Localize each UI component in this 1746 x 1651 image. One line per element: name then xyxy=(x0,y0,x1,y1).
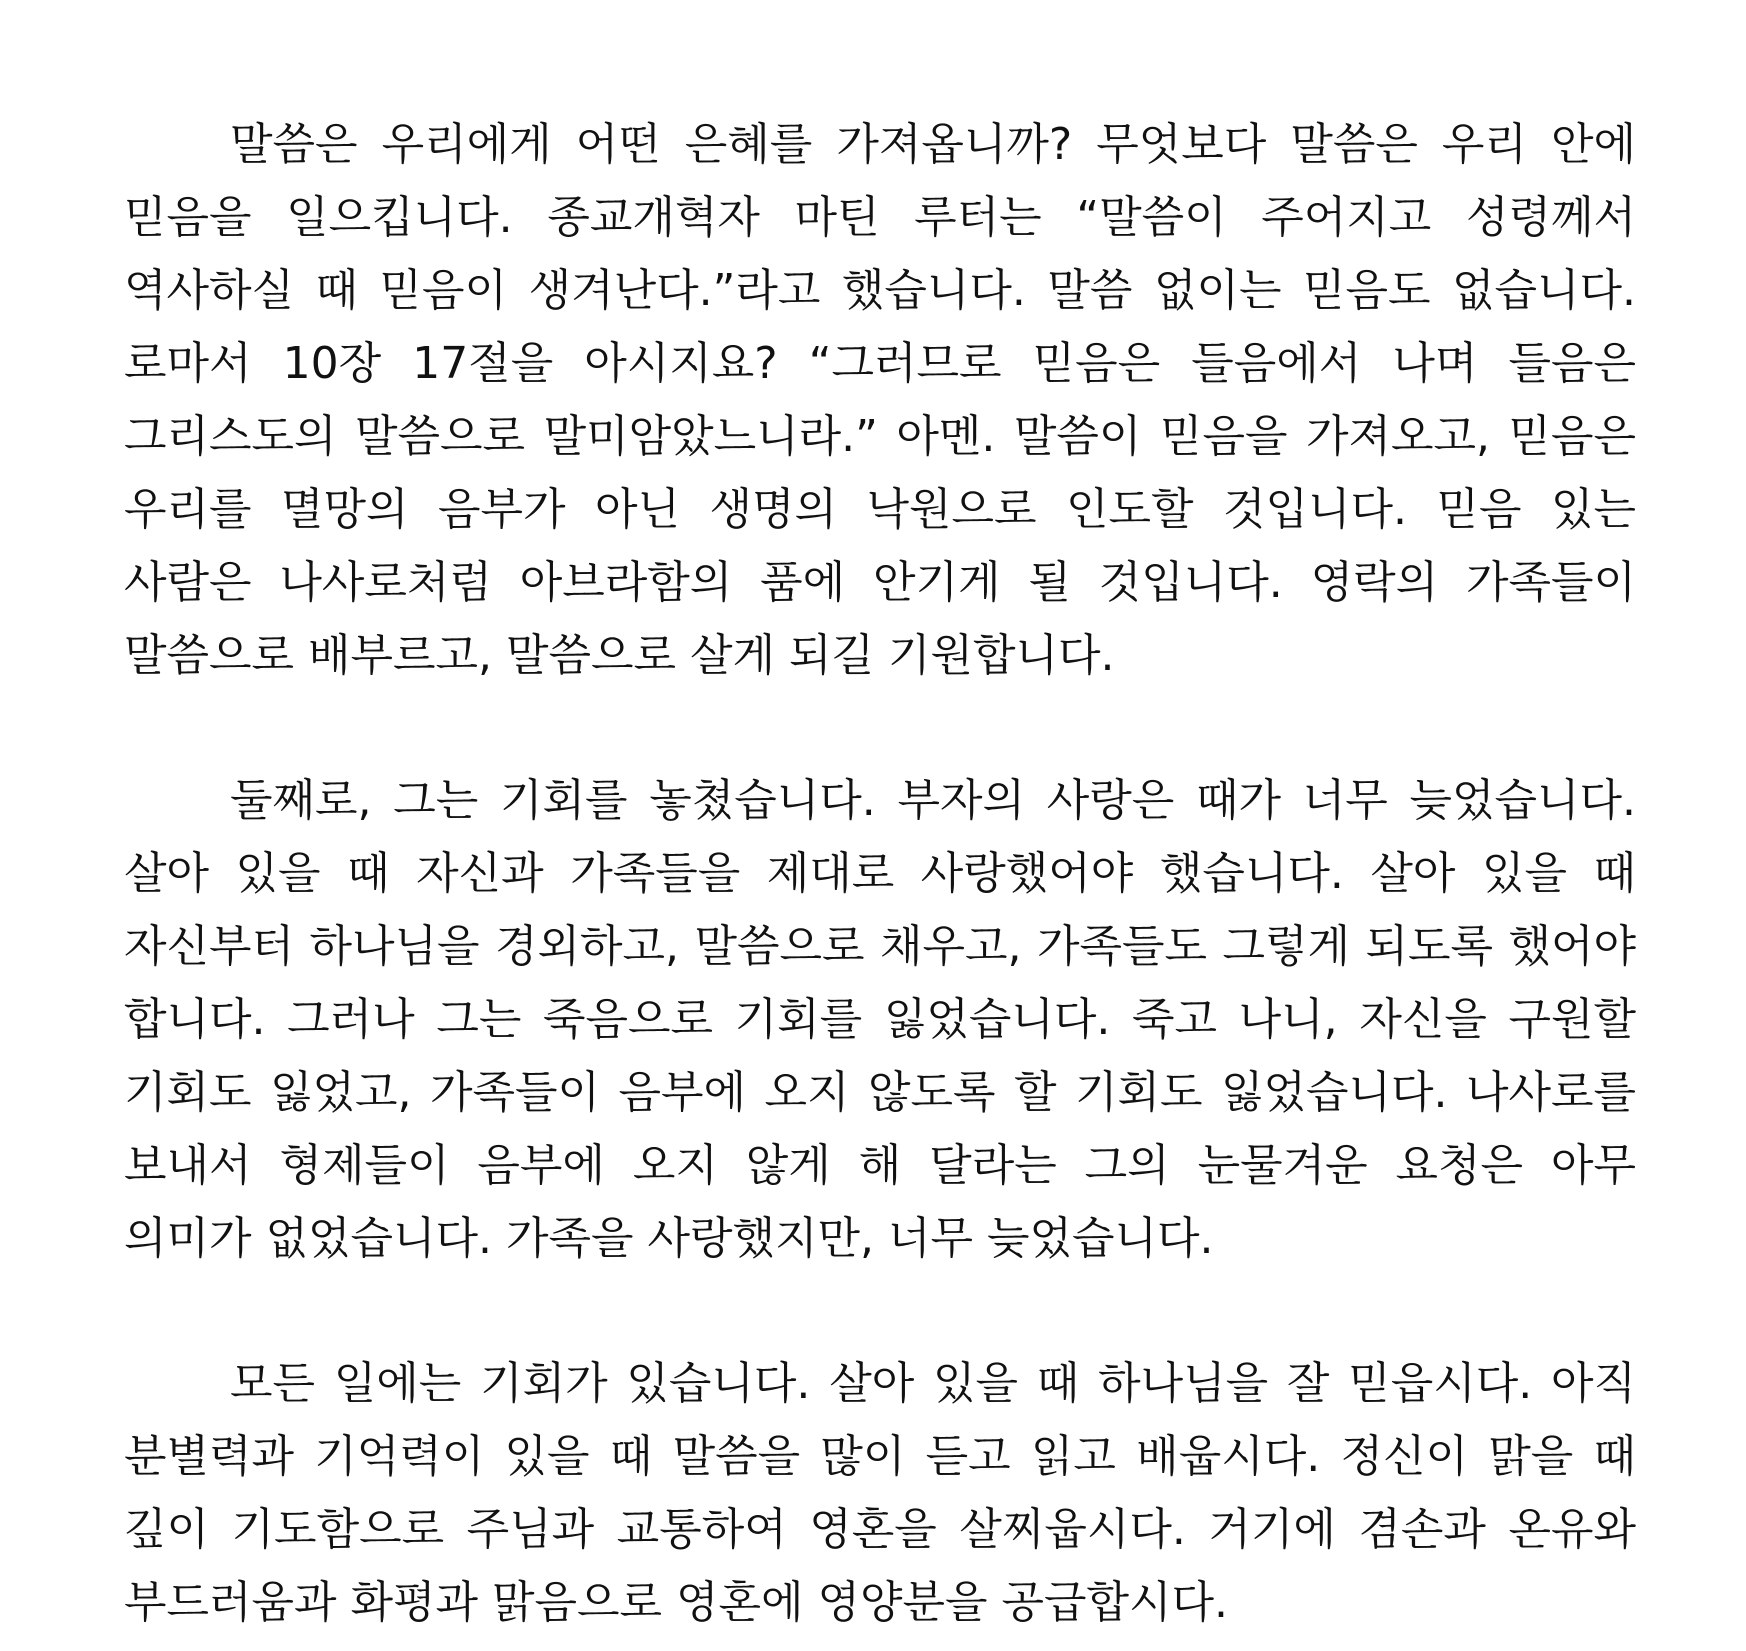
paragraph-3: 모든 일에는 기회가 있습니다. 살아 있을 때 하나님을 잘 믿읍시다. 아직 분별력과 기억력이 있을 때 말씀을 많이 듣고 읽고 배웁시다. 정신이 맑을 때 깊이 기도함으로 주님과 교통하여 영혼을 살찌웁시다. 거기에 겸손과 온유와 부드러움과 화평과 맑음으로 영혼에 영양분을 공급합시다. xyxy=(124,1358,1636,1628)
document-body xyxy=(124,108,1636,1639)
paragraph-1: 말씀은 우리에게 어떤 은혜를 가져옵니까? 무엇보다 말씀은 우리 안에 믿음을 일으킵니다. 종교개혁자 마틴 루터는 “말씀이 주어지고 성령께서 역사하실 때 믿음이 생겨난다.”라고 했습니다. 말씀 없이는 믿음도 없습니다. 로마서 10장 17절을 아시지요? “그러므로 믿음은 들음에서 나며 들음은 그리스도의 말씀으로 말미암았느니라.” 아멘. 말씀이 믿음을 가져오고, 믿음은 우리를 멸망의 음부가 아닌 생명의 낙원으로 인도할 것입니다. 믿음 있는 사람은 나사로처럼 아브라함의 품에 안기게 될 것입니다. 영락의 가족들이 말씀으로 배부르고, 말씀으로 살게 되길 기원합니다. xyxy=(124,119,1636,681)
paragraph-2: 둘째로, 그는 기회를 놓쳤습니다. 부자의 사랑은 때가 너무 늦었습니다. 살아 있을 때 자신과 가족들을 제대로 사랑했어야 했습니다. 살아 있을 때 자신부터 하나님을 경외하고, 말씀으로 채우고, 가족들도 그렇게 되도록 했어야 합니다. 그러나 그는 죽음으로 기회를 잃었습니다. 죽고 나니, 자신을 구원할 기회도 잃었고, 가족들이 음부에 오지 않도록 할 기회도 잃었습니다. 나사로를 보내서 형제들이 음부에 오지 않게 해 달라는 그의 눈물겨운 요청은 아무 의미가 없었습니다. 가족을 사랑했지만, 너무 늦었습니다. xyxy=(124,775,1636,1264)
